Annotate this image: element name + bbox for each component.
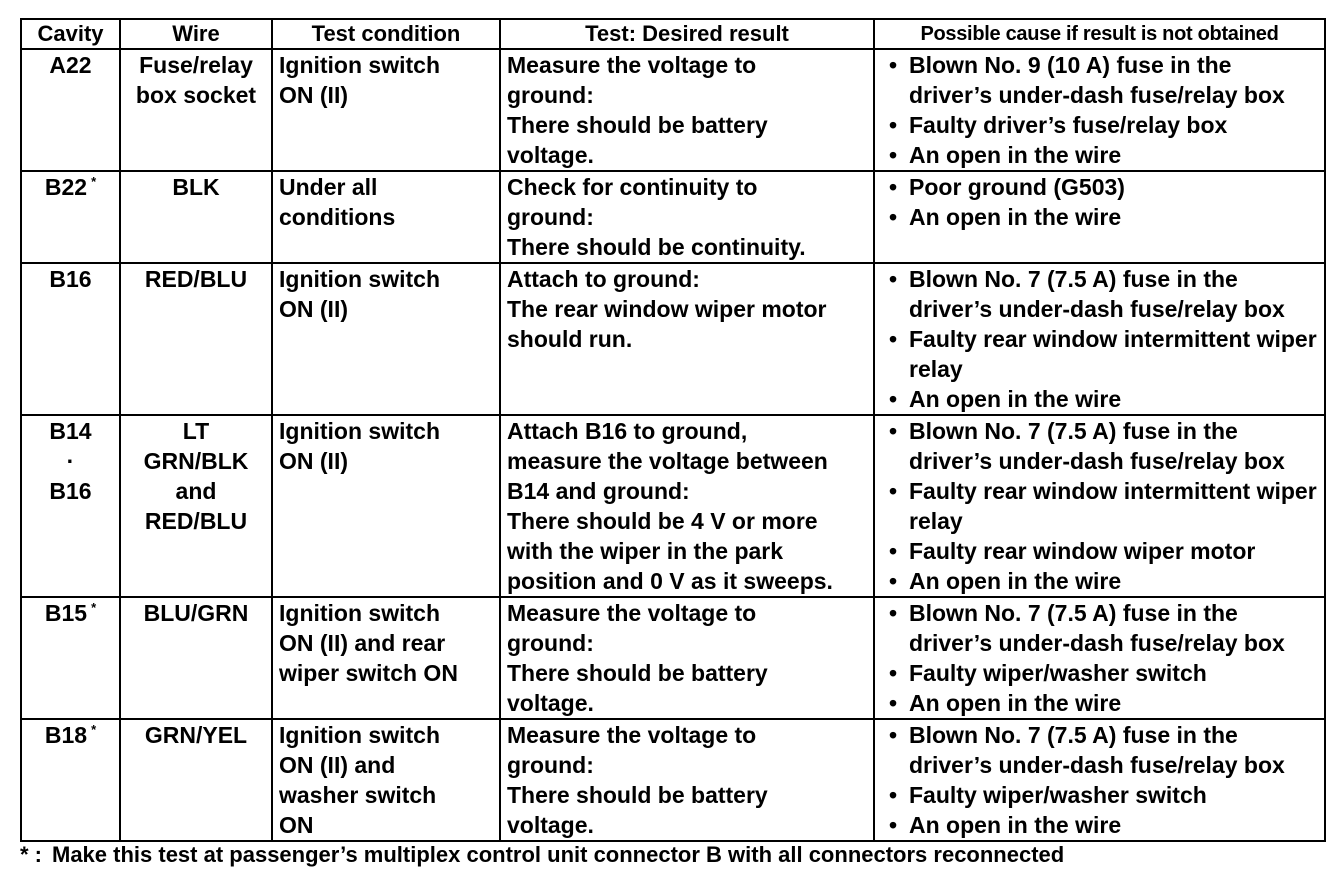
wire-label: box socket <box>135 82 257 108</box>
condition-line: ON (II) <box>279 296 348 322</box>
possible-cause-cell <box>874 263 1325 415</box>
condition-line: washer switch <box>279 782 437 808</box>
cavity-text: B14 <box>49 418 92 444</box>
result-line: Attach to ground: <box>507 266 700 292</box>
cause-item: • Faulty rear window intermittent wiper relay <box>881 476 1318 536</box>
cavity-cell <box>21 597 120 719</box>
table-row <box>21 415 1325 597</box>
asterisk-mark: * <box>91 174 97 190</box>
test-condition-cell <box>272 719 500 841</box>
test-table <box>20 18 1326 842</box>
test-condition-cell <box>272 597 500 719</box>
condition-line: Ignition switch <box>279 418 440 444</box>
condition-line: ON (II) and rear <box>279 630 446 656</box>
cavity-label <box>28 598 113 628</box>
cavity-text: A22 <box>49 52 92 78</box>
header-wire: Wire <box>120 19 272 49</box>
desired-result-cell <box>500 171 874 263</box>
result-line: There should be continuity. <box>507 234 806 260</box>
test-table-sheet <box>20 18 1324 842</box>
possible-cause-cell <box>874 597 1325 719</box>
result-line: There should be battery <box>507 660 768 686</box>
desired-result-cell <box>500 415 874 597</box>
cavity-text: B22 <box>44 174 88 200</box>
cavity-cell <box>21 719 120 841</box>
result-line: position and 0 V as it sweeps. <box>507 568 833 594</box>
test-condition-cell <box>272 49 500 171</box>
cavity-cell <box>21 263 120 415</box>
wire-label: LT <box>182 418 210 444</box>
condition-line: Ignition switch <box>279 266 440 292</box>
cause-list <box>881 172 1318 232</box>
cavity-text: B15 <box>44 600 88 626</box>
wire-label: BLU/GRN <box>143 600 249 626</box>
cause-item: • Faulty wiper/washer switch <box>881 658 1318 688</box>
cause-item: • An open in the wire <box>881 566 1318 596</box>
possible-cause-cell <box>874 719 1325 841</box>
test-condition-cell <box>272 415 500 597</box>
cavity-label <box>28 50 113 80</box>
test-condition-cell <box>272 263 500 415</box>
cavity-label <box>28 416 113 446</box>
condition-line: ON (II) <box>279 82 348 108</box>
condition-line: ON (II) <box>279 448 348 474</box>
possible-cause-cell <box>874 171 1325 263</box>
wire-label: GRN/YEL <box>144 722 248 748</box>
possible-cause-cell <box>874 415 1325 597</box>
cause-item: • An open in the wire <box>881 202 1318 232</box>
result-line: The rear window wiper motor <box>507 296 827 322</box>
result-line: Attach B16 to ground, <box>507 418 748 444</box>
wire-label: BLK <box>172 174 220 200</box>
result-line: Measure the voltage to <box>507 722 757 748</box>
condition-line: Ignition switch <box>279 52 440 78</box>
cause-list <box>881 50 1318 170</box>
wire-label: GRN/BLK <box>143 448 249 474</box>
asterisk-mark: * <box>91 722 97 738</box>
cavity-cell <box>21 49 120 171</box>
wire-cell <box>120 49 272 171</box>
cause-list <box>881 598 1318 718</box>
cause-item: • An open in the wire <box>881 384 1318 414</box>
cavity-text: B16 <box>49 478 92 504</box>
condition-line: Ignition switch <box>279 600 440 626</box>
cause-item: • Blown No. 7 (7.5 A) fuse in the driver’s under-dash fuse/relay box <box>881 416 1318 476</box>
desired-result-cell <box>500 49 874 171</box>
cause-item: • Blown No. 9 (10 A) fuse in the driver’s under-dash fuse/relay box <box>881 50 1318 110</box>
cause-item: • Faulty rear window wiper motor <box>881 536 1318 566</box>
condition-line: Under all <box>279 174 378 200</box>
result-line: voltage. <box>507 690 594 716</box>
header-test-condition: Test condition <box>272 19 500 49</box>
cavity-cell <box>21 171 120 263</box>
header-cavity: Cavity <box>21 19 120 49</box>
test-condition-cell <box>272 171 500 263</box>
wire-cell <box>120 597 272 719</box>
result-line: voltage. <box>507 812 594 838</box>
result-line: ground: <box>507 630 594 656</box>
cavity-label <box>28 264 113 294</box>
possible-cause-cell <box>874 49 1325 171</box>
cause-item: • An open in the wire <box>881 810 1318 840</box>
cause-item: • An open in the wire <box>881 688 1318 718</box>
result-line: Measure the voltage to <box>507 52 757 78</box>
cavity-cell <box>21 415 120 597</box>
wire-cell <box>120 263 272 415</box>
table-row <box>21 719 1325 841</box>
footnote <box>20 841 1064 869</box>
condition-line: conditions <box>279 204 396 230</box>
result-line: ground: <box>507 82 594 108</box>
cause-list <box>881 264 1318 414</box>
cause-list <box>881 416 1318 596</box>
table-row <box>21 171 1325 263</box>
wire-label: and <box>175 478 217 504</box>
cause-item: • An open in the wire <box>881 140 1318 170</box>
cause-item: • Blown No. 7 (7.5 A) fuse in the driver’s under-dash fuse/relay box <box>881 264 1318 324</box>
table-row <box>21 263 1325 415</box>
desired-result-cell <box>500 719 874 841</box>
result-line: voltage. <box>507 142 594 168</box>
result-line: should run. <box>507 326 633 352</box>
result-line: measure the voltage between <box>507 448 828 474</box>
cause-item: • Faulty driver’s fuse/relay box <box>881 110 1318 140</box>
result-line: ground: <box>507 752 594 778</box>
condition-line: wiper switch ON <box>279 660 458 686</box>
desired-result-cell <box>500 263 874 415</box>
condition-line: ON (II) and <box>279 752 396 778</box>
result-line: B14 and ground: <box>507 478 690 504</box>
header-possible-cause: Possible cause if result is not obtained <box>874 19 1325 49</box>
result-line: There should be battery <box>507 782 768 808</box>
cavity-text: B16 <box>49 266 92 292</box>
cavity-text: B18 <box>44 722 88 748</box>
cavity-label <box>28 446 113 476</box>
condition-line: Ignition switch <box>279 722 440 748</box>
result-line: ground: <box>507 204 594 230</box>
cause-list <box>881 720 1318 840</box>
condition-line: ON <box>279 812 314 838</box>
table-row <box>21 49 1325 171</box>
result-line: Check for continuity to <box>507 174 758 200</box>
header-desired-result: Test: Desired result <box>500 19 874 49</box>
wire-cell <box>120 415 272 597</box>
cavity-label <box>28 720 113 750</box>
desired-result-cell <box>500 597 874 719</box>
cavity-label <box>28 172 113 202</box>
cause-item: • Faulty rear window intermittent wiper relay <box>881 324 1318 384</box>
result-line: There should be battery <box>507 112 768 138</box>
cavity-text: · <box>66 448 75 474</box>
result-line: Measure the voltage to <box>507 600 757 626</box>
header-row <box>21 19 1325 49</box>
asterisk-mark: * <box>91 600 97 616</box>
cause-item: • Blown No. 7 (7.5 A) fuse in the driver’s under-dash fuse/relay box <box>881 598 1318 658</box>
wire-cell <box>120 719 272 841</box>
wire-label: RED/BLU <box>144 508 248 534</box>
cause-item: • Blown No. 7 (7.5 A) fuse in the driver’s under-dash fuse/relay box <box>881 720 1318 780</box>
result-line: There should be 4 V or more <box>507 508 818 534</box>
wire-label: Fuse/relay <box>139 52 253 78</box>
cause-item: • Poor ground (G503) <box>881 172 1318 202</box>
footnote-text: Make this test at passenger’s multiplex control unit connector B with all connectors reconnected <box>52 842 1065 867</box>
wire-cell <box>120 171 272 263</box>
result-line: with the wiper in the park <box>507 538 784 564</box>
table-row <box>21 597 1325 719</box>
footnote-mark: * : <box>20 842 42 867</box>
cause-item: • Faulty wiper/washer switch <box>881 780 1318 810</box>
cavity-label <box>28 476 113 506</box>
wire-label: RED/BLU <box>144 266 248 292</box>
